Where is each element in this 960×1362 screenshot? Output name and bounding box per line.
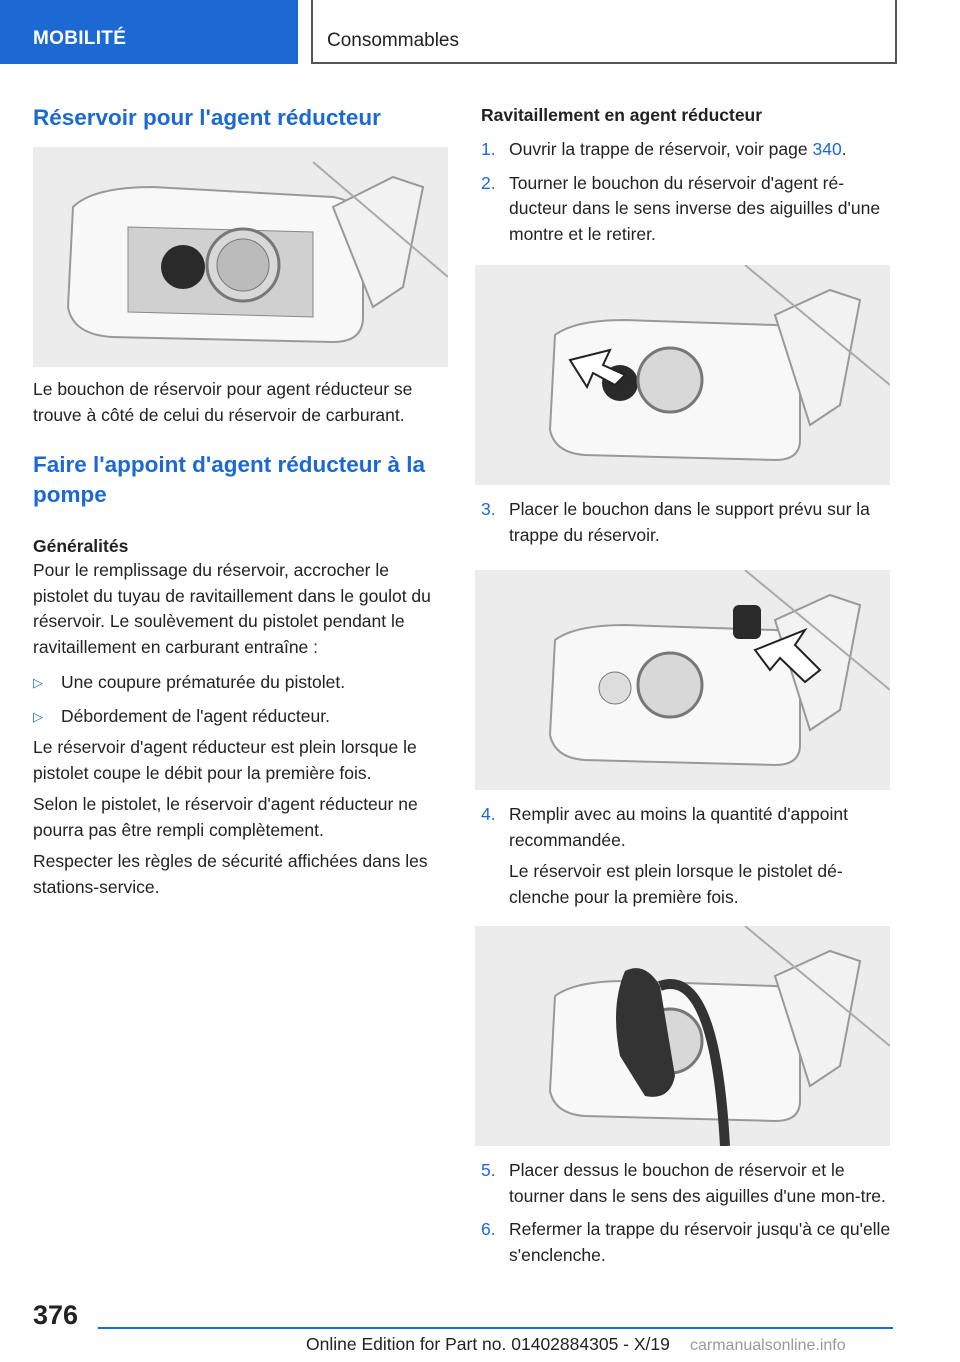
header-chapter-box — [311, 0, 897, 64]
triangle-bullet-icon: ▷ — [33, 708, 43, 724]
subheading-general: Généralités — [33, 536, 129, 556]
illustration-refill-nozzle — [475, 926, 890, 1146]
pistol-paragraph: Selon le pistolet, le réservoir d'agent réducteur ne pourra pas être rempli complètement. — [33, 794, 418, 840]
step-3: 3. Placer le bouchon dans le support prévu sur la trappe du réservoir. — [481, 499, 870, 545]
section-heading-tank: Réservoir pour l'agent réducteur — [33, 105, 381, 130]
full-tank-paragraph: Le réservoir d'agent réducteur est plein lorsque le pistolet coupe le débit pour la première fois. — [33, 737, 417, 783]
illustration-place-cap — [475, 570, 890, 790]
page-number: 376 — [33, 1300, 79, 1330]
watermark: carmanualsonline.info — [690, 1337, 846, 1354]
illustration-remove-cap — [475, 265, 890, 485]
tank-flap-drawing — [33, 147, 448, 367]
footer-edition: Online Edition for Part no. 01402884305 - X/19 — [306, 1334, 670, 1354]
step-2: 2. Tourner le bouchon du réservoir d'agent ré‐ducteur dans le sens inverse des aiguilles d'une montre et le retirer. — [481, 172, 881, 244]
right-column — [481, 103, 893, 1268]
step-6: 6. Refermer la trappe du réservoir jusqu'à ce qu'elle s'enclenche. — [481, 1219, 891, 1265]
general-paragraph: Pour le remplissage du réservoir, accrocher le pistolet du tuyau de ravitaillement dans le goulot du réservoir. Le soulèvement du pistolet pendant le ravitaillement en carburant entraîne : — [33, 560, 431, 657]
safety-paragraph: Respecter les règles de sécurité affichées dans les stations-service. — [33, 851, 428, 897]
triangle-bullet-icon: ▷ — [33, 675, 43, 690]
refill-nozzle-drawing — [475, 926, 890, 1146]
step-1: 1. Ouvrir la trappe de réservoir, voir page 340. — [481, 139, 847, 159]
section-title: MOBILITÉ — [33, 28, 127, 49]
footer-rule — [98, 1327, 893, 1329]
bullet-item: ▷ Une coupure prématurée du pistolet. — [33, 670, 448, 696]
remove-cap-drawing — [475, 265, 890, 485]
step-4-note: Le réservoir est plein lorsque le pistolet dé‐clenche pour la première fois. — [509, 861, 843, 907]
step-5: 5. Placer dessus le bouchon de réservoir et le tourner dans le sens des aiguilles d'une mon‐tre. — [481, 1160, 886, 1206]
page-link[interactable]: 340 — [812, 139, 842, 159]
step-4: 4. Remplir avec au moins la quantité d'appoint recommandée. — [481, 804, 848, 850]
refill-heading: Ravitaillement en agent réducteur — [481, 105, 763, 125]
header-section-tab — [0, 0, 298, 64]
bullet-item: ▷ Débordement de l'agent réducteur. — [33, 704, 448, 730]
chapter-title: Consommables — [327, 30, 459, 51]
place-cap-drawing — [475, 570, 890, 790]
left-column — [33, 103, 448, 900]
tank-description: Le bouchon de réservoir pour agent réducteur se trouve à côté de celui du réservoir de carburant. — [33, 379, 413, 425]
illustration-tank-flap — [33, 147, 448, 367]
section-heading-pump: Faire l'appoint d'agent réducteur à la pompe — [33, 452, 426, 507]
